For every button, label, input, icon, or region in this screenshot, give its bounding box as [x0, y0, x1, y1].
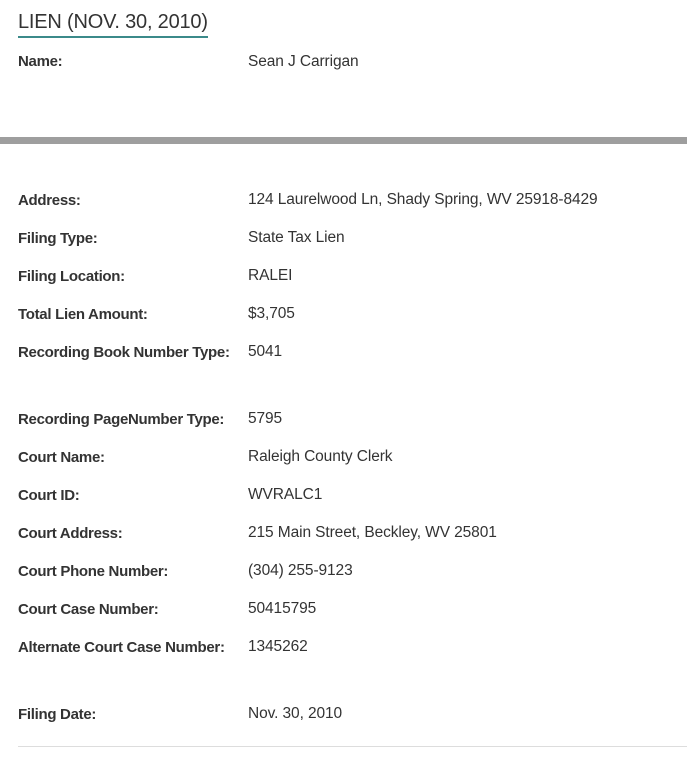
lien-title[interactable]: LIEN (NOV. 30, 2010): [18, 10, 208, 38]
section-divider: [0, 137, 687, 144]
detail-value: (304) 255-9123: [248, 562, 353, 579]
detail-label: Court Case Number:: [18, 601, 159, 618]
detail-value: 50415795: [248, 600, 317, 617]
detail-label: Address:: [18, 192, 81, 209]
detail-value: State Tax Lien: [248, 229, 345, 246]
detail-label: Court Name:: [18, 449, 105, 466]
detail-row-court-case-number: [18, 599, 687, 637]
detail-row-address: [18, 190, 687, 228]
name-row: [18, 52, 687, 72]
detail-value: 5795: [248, 410, 283, 427]
detail-label: Recording Book Number Type:: [18, 344, 230, 361]
detail-label: Filing Date:: [18, 706, 97, 723]
detail-label: Total Lien Amount:: [18, 306, 148, 323]
name-label: Name:: [18, 53, 63, 70]
detail-label: Court Address:: [18, 525, 123, 542]
detail-value: Raleigh County Clerk: [248, 448, 393, 465]
detail-label: Court ID:: [18, 487, 80, 504]
detail-row-court-name: [18, 447, 687, 485]
detail-label: Filing Location:: [18, 268, 125, 285]
detail-row-recording-page-number: [18, 409, 687, 447]
detail-value: WVRALC1: [248, 486, 323, 503]
detail-value: Nov. 30, 2010: [248, 705, 343, 722]
detail-value: 124 Laurelwood Ln, Shady Spring, WV 25918-8429: [248, 191, 598, 208]
detail-row-filing-date: [18, 704, 687, 742]
detail-row-alternate-court-case-number: [18, 637, 687, 704]
detail-label: Alternate Court Case Number:: [18, 639, 225, 656]
detail-row-filing-type: [18, 228, 687, 266]
detail-row-recording-book-number: [18, 342, 687, 409]
detail-value: 5041: [248, 343, 283, 360]
detail-row-court-phone: [18, 561, 687, 599]
detail-row-filing-location: [18, 266, 687, 304]
detail-label: Court Phone Number:: [18, 563, 169, 580]
detail-row-total-lien-amount: [18, 304, 687, 342]
detail-value: 215 Main Street, Beckley, WV 25801: [248, 524, 497, 541]
detail-value: RALEI: [248, 267, 293, 284]
lien-details: [18, 190, 687, 742]
detail-label: Recording PageNumber Type:: [18, 411, 225, 428]
detail-row-court-address: [18, 523, 687, 561]
bottom-divider: [18, 746, 687, 747]
detail-label: Filing Type:: [18, 230, 98, 247]
detail-value: $3,705: [248, 305, 295, 322]
detail-value: 1345262: [248, 638, 308, 655]
name-value: Sean J Carrigan: [248, 53, 359, 70]
detail-row-court-id: [18, 485, 687, 523]
